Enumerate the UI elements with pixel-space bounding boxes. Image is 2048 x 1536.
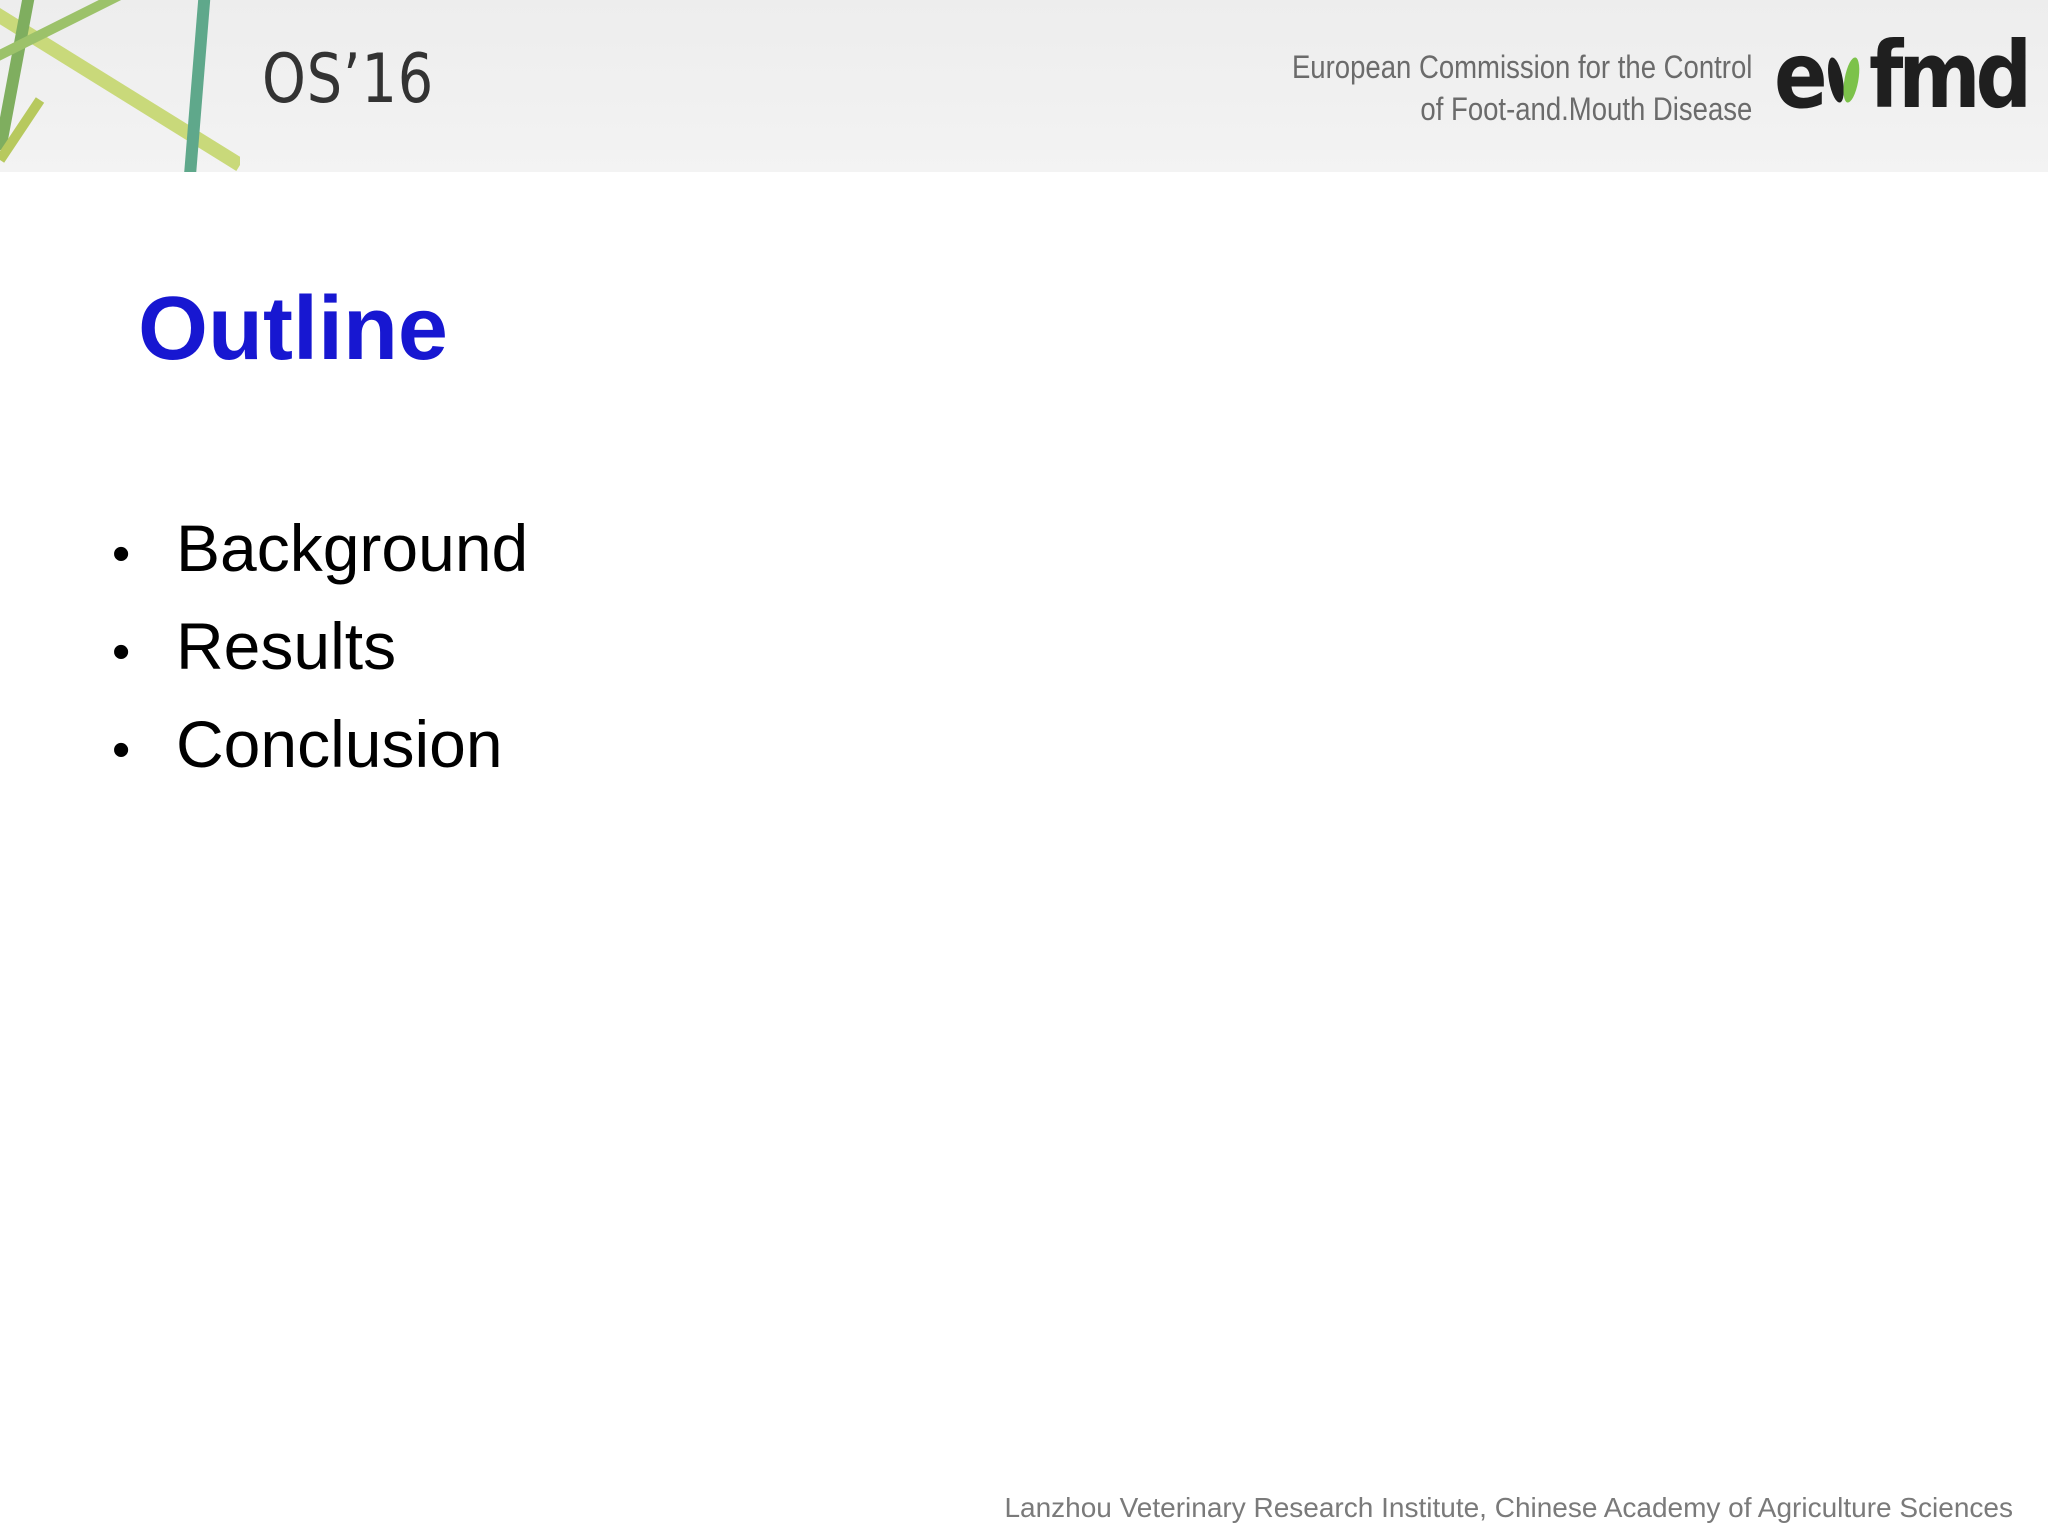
organization-name xyxy=(1292,46,1752,130)
bullet-text: Results xyxy=(176,609,397,683)
logo-text-end: fmd xyxy=(1868,22,2027,129)
eufmd-logo xyxy=(1774,22,2027,129)
bullet-text: Background xyxy=(176,511,529,585)
bullet-item xyxy=(112,706,528,804)
leaf-icon xyxy=(1826,51,1866,109)
bullet-item xyxy=(112,608,528,706)
bullet-icon: • xyxy=(112,721,131,779)
bullet-icon: • xyxy=(112,525,131,583)
slide-title: Outline xyxy=(138,279,448,379)
conference-title: OS’16 xyxy=(262,40,435,119)
organization-name-line: European Commission for the Control xyxy=(1291,49,1752,85)
decorative-lines-graphic xyxy=(0,0,240,172)
bullet-list xyxy=(112,510,528,804)
bullet-item xyxy=(112,510,528,608)
logo-text-start: e xyxy=(1774,22,1823,129)
bullet-text: Conclusion xyxy=(176,707,503,781)
header-banner xyxy=(0,0,2048,172)
footer-institution: Lanzhou Veterinary Research Institute, Chinese Academy of Agriculture Sciences xyxy=(1004,1492,2013,1523)
organization-name-line: of Foot-and.Mouth Disease xyxy=(1420,91,1752,127)
bullet-icon: • xyxy=(112,623,131,681)
